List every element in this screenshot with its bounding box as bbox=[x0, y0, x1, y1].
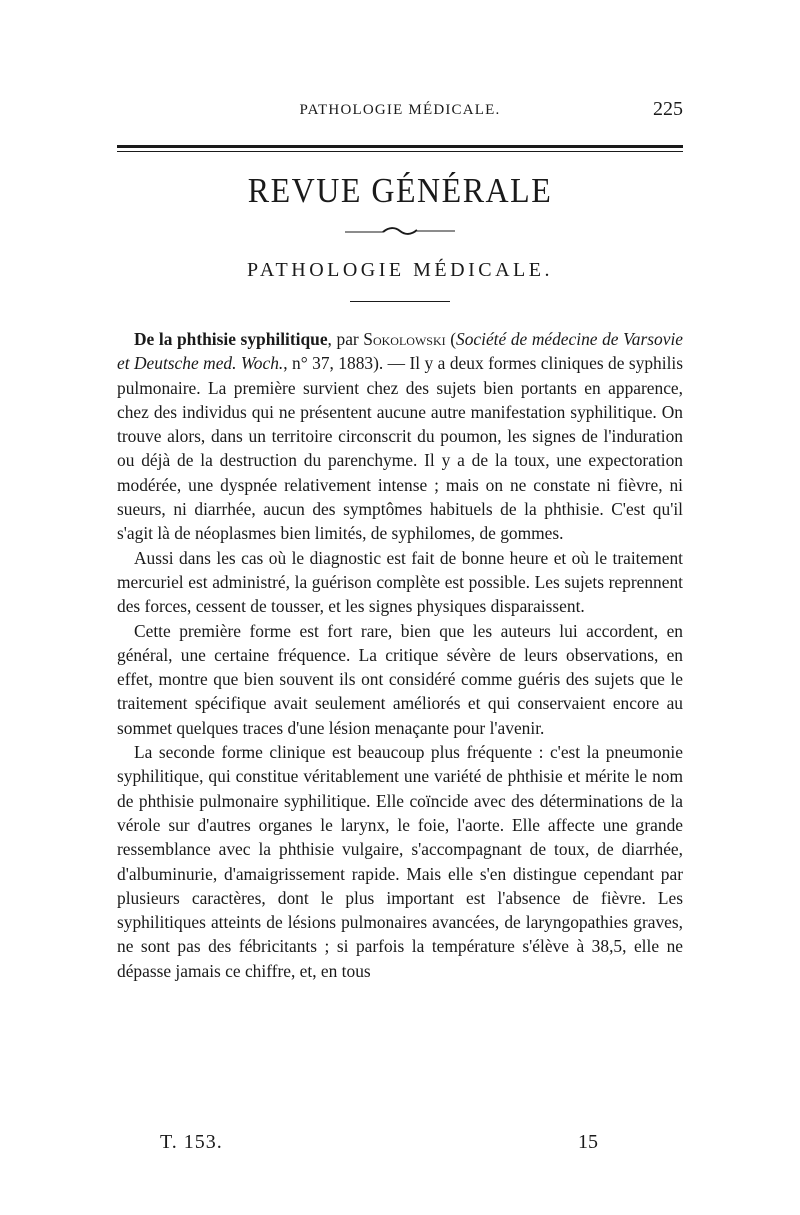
section-title: PATHOLOGIE MÉDICALE. bbox=[247, 259, 553, 281]
page-number: 225 bbox=[653, 98, 683, 120]
article-author: Sokolowski bbox=[363, 329, 446, 349]
article-heading: De la phthisie syphilitique bbox=[134, 329, 328, 349]
running-head bbox=[117, 98, 683, 124]
main-title: REVUE GÉNÉRALE bbox=[247, 170, 553, 210]
article-text: , n° 37, 1883). — Il y a deux formes cliniques de syphilis pulmonaire. La première survient chez des sujets bien portants en apparence, chez des individus qui ne présentent aucune autre manifestation syphilitique. On trouve alors, dans un territoire circonscrit du poumon, les signes de l'induration ou déjà de la destruction du parenchyme. Il y a de la toux, une expectoration modérée, une dyspnée relativement intense ; mais on ne constate ni fièvre, ni sueurs, ni diarrhée, aucun des symptômes habituels de la phthisie. C'est qu'il s'agit là de néoplasmes bien limités, de syphilomes, de gommes. bbox=[117, 353, 684, 544]
article-paragraph: Aussi dans les cas où le diagnostic est fait de bonne heure et où le traitement mercuriel est administré, la guérison complète est possible. Les sujets reprennent des forces, cessent de tousser, et les signes physiques disparaissent. bbox=[117, 547, 683, 617]
running-title: PATHOLOGIE MÉDICALE. bbox=[299, 102, 501, 118]
article-paragraph: La seconde forme clinique est beaucoup plus fréquente : c'est la pneumonie syphilitique, qui constitue véritablement une variété de phthisie et mérite le nom de phthisie pulmonaire syphilitique. Elle coïncide avec des déterminations de la vérole sur d'autres organes le larynx, le foie, l'aorte. Elle affecte une grande ressemblance avec la phthisie vulgaire, s'accompagnant de toux, de diarrhée, d'albuminurie, d'amaigrissement rapide. Mais elle s'en distingue cependant par plusieurs caractères, dont le plus important est l'absence de fièvre. Les syphilitiques atteints de lésions pulmonaires avancées, de laryngopathies graves, ne sont pas des fébricitants ; si parfois la température s'élève à 38,5, elle ne dépasse jamais ce chiffre, et, en tous bbox=[117, 742, 683, 981]
article-source: Société de médecine de Varsovie et Deutsche med. Woch. bbox=[117, 329, 683, 374]
article-by: , par bbox=[327, 329, 364, 349]
footer-signature: 15 bbox=[578, 1131, 598, 1153]
section-rule bbox=[350, 301, 450, 302]
article-paragraph: Cette première forme est fort rare, bien que les auteurs lui accordent, en général, une certaine fréquence. La critique sévère de leurs observations, en effet, montre que bien souvent ils ont considéré comme guéris des sujets que le traitement spécifique avait seulement améliorés et qui conservaient encore au sommet quelques traces d'une lésion menaçante pour l'avenir. bbox=[117, 620, 683, 738]
header-rule-thick bbox=[117, 145, 683, 148]
article-paragraph bbox=[117, 327, 683, 546]
footer-volume: T. 153. bbox=[160, 1131, 223, 1153]
header-rule-thin bbox=[117, 151, 683, 152]
article-source-open: ( bbox=[445, 329, 457, 349]
article-body bbox=[117, 327, 683, 983]
ornament-divider bbox=[345, 226, 455, 238]
